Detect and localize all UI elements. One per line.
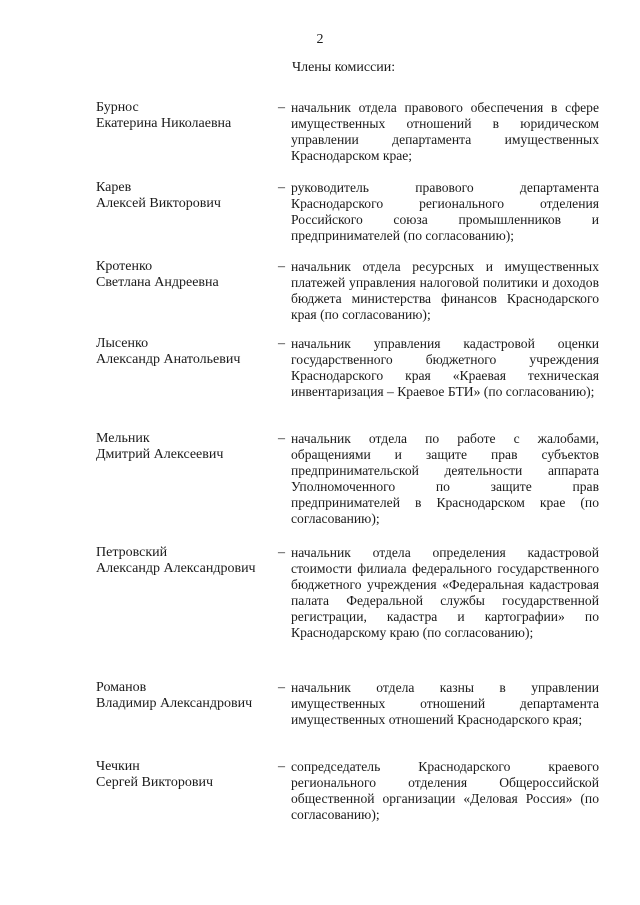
member-name bbox=[96, 759, 276, 791]
member-description: начальник отдела по работе с жалобами, обращениями и защите прав субъектов предпринимательской деятельности аппарата Уполномоченного по защите прав предпринимателей в Краснодарском крае (по согласованию); bbox=[291, 431, 599, 527]
member-name bbox=[96, 680, 276, 712]
dash-separator: – bbox=[278, 545, 285, 560]
member-surname: Чечкин bbox=[96, 759, 140, 774]
member-given-names: Екатерина Николаевна bbox=[96, 116, 232, 131]
member-name bbox=[96, 545, 276, 577]
member-name bbox=[96, 431, 276, 463]
dash-separator: – bbox=[278, 336, 285, 351]
member-surname: Петровский bbox=[96, 545, 168, 560]
member-description: начальник управления кадастровой оценки государственного бюджетного учреждения Краснодарского края «Краевая техническая инвентаризация – Краевое БТИ» (по согласованию); bbox=[291, 336, 599, 400]
member-given-names: Алексей Викторович bbox=[96, 196, 221, 211]
member-given-names: Дмитрий Алексеевич bbox=[96, 447, 224, 462]
member-description: начальник отдела определения кадастровой стоимости филиала федерального государственного бюджетного учреждения «Федеральная кадастровая палата Федеральной службы государственной регистрации, кадастра и картографии» по Краснодарскому краю (по согласованию); bbox=[291, 545, 599, 641]
member-name bbox=[96, 336, 276, 368]
member-description: начальник отдела ресурсных и имущественных платежей управления налоговой политики и доходов бюджета министерства финансов Краснодарского края (по согласованию); bbox=[291, 259, 599, 323]
member-name bbox=[96, 100, 276, 132]
member-description: сопредседатель Краснодарского краевого регионального отделения Общероссийской общественной организации «Деловая Россия» (по согласованию); bbox=[291, 759, 599, 823]
member-surname: Бурнос bbox=[96, 100, 139, 115]
member-given-names: Александр Анатольевич bbox=[96, 352, 241, 367]
page-number: 2 bbox=[316, 32, 324, 47]
member-surname: Кротенко bbox=[96, 259, 153, 274]
member-description: начальник отдела правового обеспечения в сфере имущественных отношений в юридическом управлении департамента имущественных Краснодарском крае; bbox=[291, 100, 599, 164]
member-given-names: Сергей Викторович bbox=[96, 775, 214, 790]
member-given-names: Владимир Александрович bbox=[96, 696, 253, 711]
member-given-names: Александр Александрович bbox=[96, 561, 256, 576]
section-title: Члены комиссии: bbox=[292, 60, 396, 75]
member-given-names: Светлана Андреевна bbox=[96, 275, 219, 290]
dash-separator: – bbox=[278, 180, 285, 195]
member-surname: Романов bbox=[96, 680, 147, 695]
dash-separator: – bbox=[278, 431, 285, 446]
dash-separator: – bbox=[278, 759, 285, 774]
member-name bbox=[96, 259, 276, 291]
member-name bbox=[96, 180, 276, 212]
member-description: начальник отдела казны в управлении имущественных отношений департамента имущественных отношений Краснодарского края; bbox=[291, 680, 599, 728]
member-surname: Лысенко bbox=[96, 336, 149, 351]
dash-separator: – bbox=[278, 100, 285, 115]
member-surname: Карев bbox=[96, 180, 132, 195]
dash-separator: – bbox=[278, 680, 285, 695]
member-surname: Мельник bbox=[96, 431, 150, 446]
dash-separator: – bbox=[278, 259, 285, 274]
member-description: руководитель правового департамента Краснодарского регионального отделения Российского союза промышленников и предпринимателей (по согласованию); bbox=[291, 180, 599, 244]
